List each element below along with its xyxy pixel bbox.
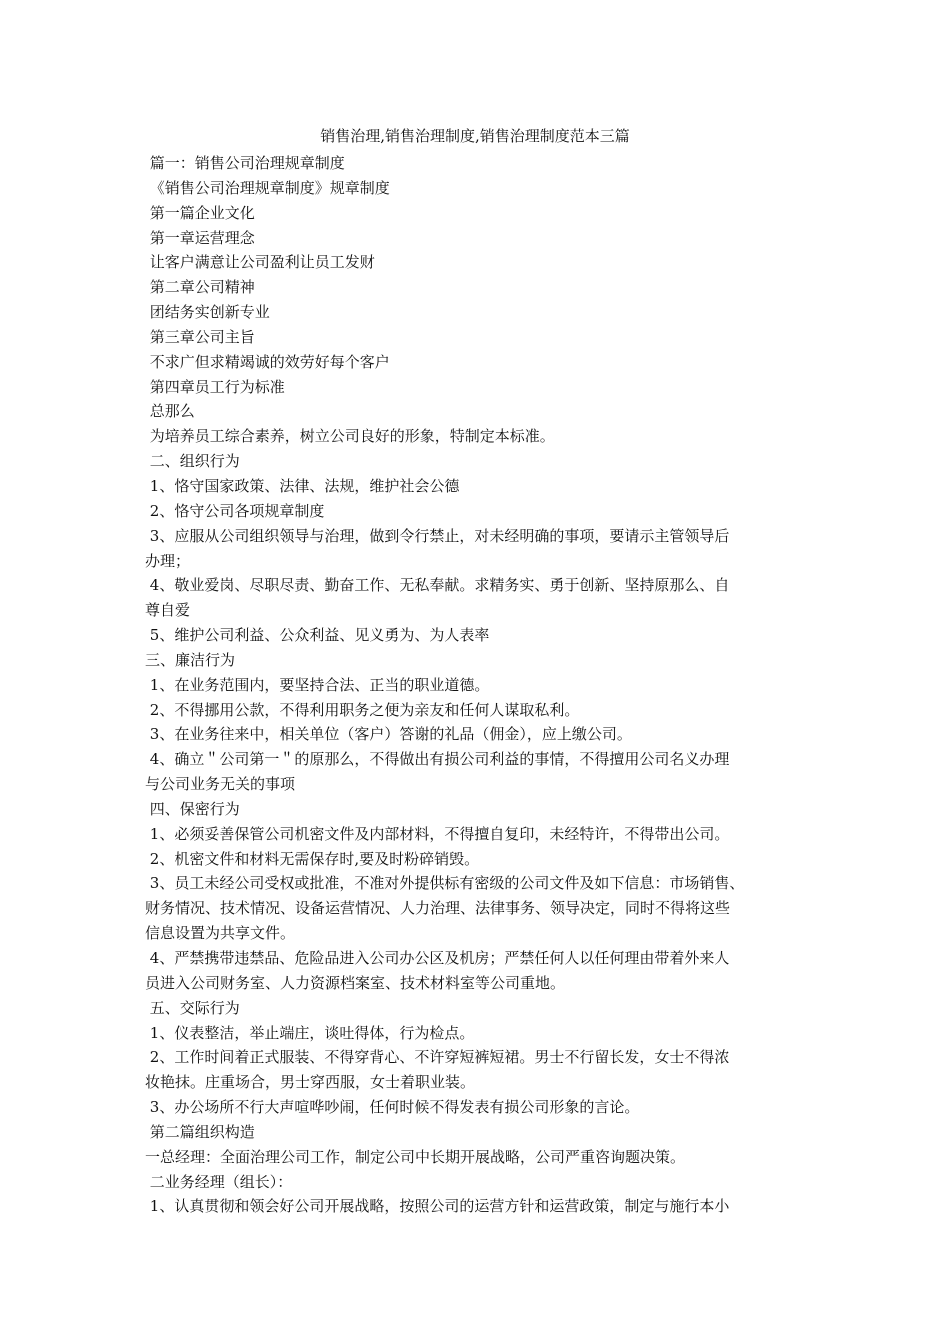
text-line: 员进入公司财务室、人力资源档案室、技术材料室等公司重地。 <box>145 973 566 992</box>
text-line: 1、在业务范围内，要坚持合法、正当的职业道德。 <box>145 675 490 694</box>
text-line: 3、应服从公司组织领导与治理，做到令行禁止，对未经明确的事项，要请示主管领导后 <box>145 526 730 545</box>
text-line: 妆艳抹。庄重场合，男士穿西服，女士着职业装。 <box>145 1073 476 1092</box>
text-line: 3、员工未经公司受权或批准，不准对外提供标有密级的公司文件及如下信息：市场销售、 <box>145 874 745 893</box>
text-line: 办理； <box>145 551 191 570</box>
text-line: 一总经理：全面治理公司工作，制定公司中长期开展战略，公司严重咨询题决策。 <box>145 1147 686 1166</box>
text-line: 第二篇组织构造 <box>145 1122 255 1141</box>
text-line: 2、恪守公司各项规章制度 <box>145 501 325 520</box>
text-line: 四、保密行为 <box>145 799 240 818</box>
text-line: 3、办公场所不行大声喧哗吵闹，任何时候不得发表有损公司形象的言论。 <box>145 1098 640 1117</box>
text-line: 4、严禁携带违禁品、危险品进入公司办公区及机房；严禁任何人以任何理由带着外来人 <box>145 949 730 967</box>
text-line: 第一章运营理念 <box>145 228 255 247</box>
text-line: 为培养员工综合素养，树立公司良好的形象，特制定本标准。 <box>145 427 555 446</box>
text-line: 第一篇企业文化 <box>145 203 255 222</box>
text-line: 4、确立＂公司第一＂的原那么，不得做出有损公司利益的事情，不得擅用公司名义办理 <box>145 750 730 769</box>
text-line: 1、仪表整洁，举止端庄，谈吐得体，行为检点。 <box>145 1023 475 1042</box>
document-title: 销售治理,销售治理制度,销售治理制度范本三篇 <box>320 127 630 145</box>
text-line: 1、认真贯彻和领会好公司开展战略，按照公司的运营方针和运营政策，制定与施行本小 <box>145 1197 730 1216</box>
text-line: 《销售公司治理规章制度》规章制度 <box>145 178 390 197</box>
text-line: 第二章公司精神 <box>145 278 255 297</box>
text-line: 第三章公司主旨 <box>145 327 255 346</box>
text-line: 不求广但求精竭诚的效劳好每个客户 <box>145 352 390 371</box>
text-line: 财务情况、技术情况、设备运营情况、人力治理、法律事务、领导决定，同时不得将这些 <box>145 899 731 918</box>
text-line: 4、敬业爱岗、尽职尽责、勤奋工作、无私奉献。求精务实、勇于创新、坚持原那么、自 <box>145 576 730 595</box>
text-line: 篇一：销售公司治理规章制度 <box>145 154 345 172</box>
text-line: 三、廉洁行为 <box>145 650 236 669</box>
text-line: 让客户满意让公司盈利让员工发财 <box>145 253 375 272</box>
text-line: 3、在业务往来中，相关单位（客户）答谢的礼品（佣金），应上缴公司。 <box>145 725 632 744</box>
text-line: 1、必须妥善保管公司机密文件及内部材料，不得擅自复印，未经特许，不得带出公司。 <box>145 824 730 843</box>
text-line: 第四章员工行为标准 <box>145 377 285 396</box>
text-line: 五、交际行为 <box>145 998 240 1017</box>
text-line: 信息设置为共享文件。 <box>145 924 296 943</box>
text-line: 2、不得挪用公款，不得利用职务之便为亲友和任何人谋取私利。 <box>145 700 580 719</box>
document-body <box>145 151 825 1219</box>
text-line: 尊自爱 <box>145 601 191 620</box>
text-line: 团结务实创新专业 <box>145 303 270 322</box>
text-line: 1、恪守国家政策、法律、法规，维护社会公德 <box>145 476 460 495</box>
text-line: 二、组织行为 <box>145 452 240 471</box>
text-line: 二业务经理（组长）： <box>145 1172 293 1191</box>
text-line: 总那么 <box>145 402 195 421</box>
text-line: 2、机密文件和材料无需保存时,要及时粉碎销毁。 <box>145 849 480 868</box>
text-line: 5、维护公司利益、公众利益、见义勇为、为人表率 <box>145 626 490 645</box>
text-line: 与公司业务无关的事项 <box>145 775 296 794</box>
text-line: 2、工作时间着正式服装、不得穿背心、不许穿短裤短裙。男士不行留长发，女士不得浓 <box>145 1048 730 1067</box>
